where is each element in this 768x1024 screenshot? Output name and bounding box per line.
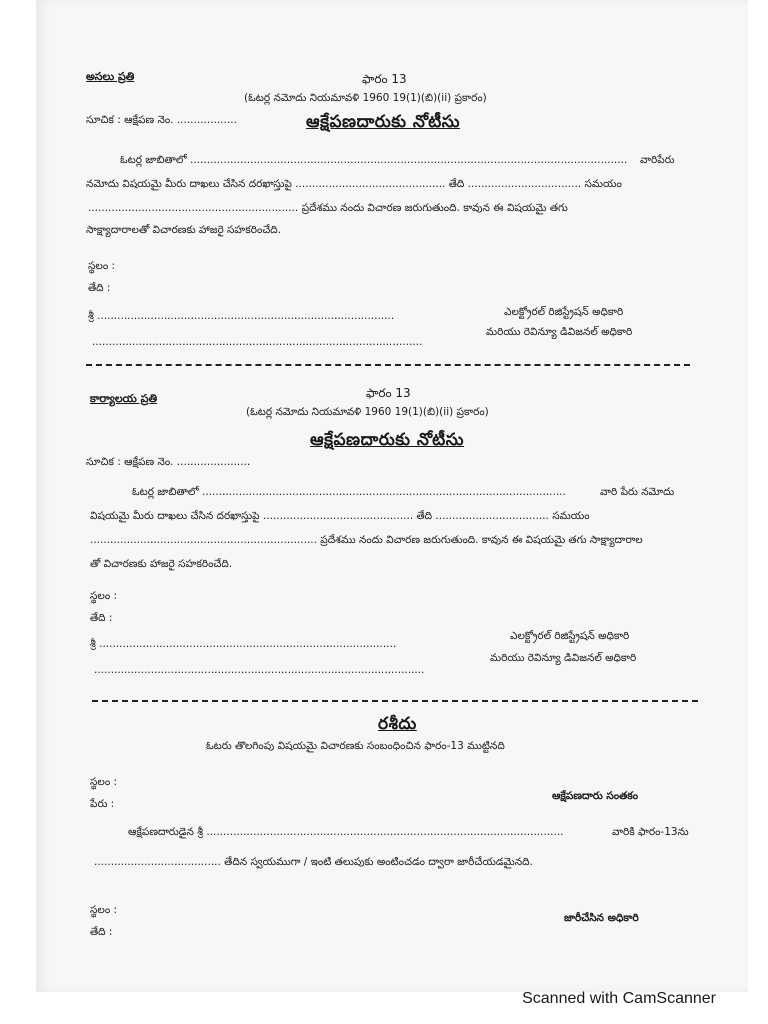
receipt-subtitle: ఓటరు తొలగింపు విషయమై విచారణకు సంబంధించిన ఫారం-13 ముట్టినది bbox=[206, 740, 505, 752]
date-label: తేది : bbox=[88, 282, 111, 294]
officer-title: ఎలక్ట్రోరల్ రిజిస్ట్రేషన్ అధికారి bbox=[510, 630, 630, 642]
objection-ref: సూచిక : ఆక్షేపణ నెం. ...................... bbox=[86, 456, 251, 468]
name-label: పేరు : bbox=[90, 798, 115, 810]
place-label: స్థలం : bbox=[88, 260, 116, 272]
date-label: తేది : bbox=[90, 926, 113, 938]
camscanner-watermark: Scanned with CamScanner bbox=[522, 990, 716, 1007]
receipt-title: రశీదు bbox=[378, 714, 417, 734]
blank-line: ................................................................................................... bbox=[92, 336, 423, 348]
notice-title: ఆక్షేపణదారుకు నోటీసు bbox=[306, 112, 461, 132]
sri-line: శ్రీ ......................................................................................... bbox=[90, 638, 397, 650]
officer-title: ఎలక్ట్రోరల్ రిజిస్ట్రేషన్ అధికారి bbox=[504, 306, 624, 318]
venue-line: .................................................................... ప్రదేశము నందు విచారణ జరుగుతుంది. కావున ఈ విషయమై తగు సాక్ష్యాదారాల bbox=[90, 534, 643, 546]
voter-list-line: ఓటర్ల జాబితాలో ................................................................................................................................... bbox=[120, 154, 628, 166]
attend-line: సాక్ష్యాదారాలతో విచారణకు హాజరై సహకరించేది. bbox=[86, 224, 282, 236]
objector-line: ఆక్షేపణదారుడైన శ్రీ ........................................................................................................... bbox=[128, 826, 564, 838]
place-label: స్థలం : bbox=[90, 776, 118, 788]
notice-title: ఆక్షేపణదారుకు నోటీసు bbox=[310, 430, 465, 450]
cut-line bbox=[86, 364, 690, 366]
original-copy-label: అసలు ప్రతి bbox=[86, 70, 135, 83]
objector-signature-label: ఆక్షేపణదారు సంతకం bbox=[552, 790, 639, 802]
attend-line: తో విచారణకు హాజరై సహకరించేది. bbox=[90, 558, 233, 570]
name-label: వారిపేరు bbox=[640, 154, 675, 166]
issuing-officer-label: జారీచేసిన అధికారి bbox=[564, 912, 639, 924]
venue-line: ............................................................... ప్రదేశము నందు విచారణ జరుగుతుంది. కావున ఈ విషయమై తగు bbox=[88, 202, 568, 214]
issued-line: ...................................... తేదిన స్వయముగా / ఇంటి తలుపుకు అంటించడం ద్వారా జారీచేయడమైనది. bbox=[94, 856, 533, 868]
application-line: విషయమై మీరు దాఖలు చేసిన దరఖాస్తుపై ............................................. తేది .................................. సమయం bbox=[90, 510, 590, 522]
rule-reference: (ఓటర్ల నమోదు నియమావళి 1960 19(1)(బి)(ii) ప్రకారం) bbox=[246, 406, 489, 418]
form-number: ఫారం 13 bbox=[366, 386, 411, 400]
place-label: స్థలం : bbox=[90, 904, 118, 916]
blank-line: ................................................................................................... bbox=[94, 664, 425, 676]
form13-to-label: వారికి ఫారం-13ను bbox=[612, 826, 689, 838]
form-number: ఫారం 13 bbox=[362, 72, 407, 86]
officer-subtitle: మరియు రెవిన్యూ డివిజనల్ అధికారి bbox=[490, 652, 637, 664]
date-label: తేది : bbox=[90, 612, 113, 624]
name-registration-label: వారి పేరు నమోదు bbox=[600, 486, 675, 498]
officer-subtitle: మరియు రెవిన్యూ డివిజనల్ అధికారి bbox=[486, 326, 633, 338]
objection-ref: సూచిక : ఆక్షేపణ నెం. .................. bbox=[86, 114, 237, 126]
rule-reference: (ఓటర్ల నమోదు నియమావళి 1960 19(1)(బి)(ii) ప్రకారం) bbox=[244, 92, 487, 104]
office-copy-label: కార్యాలయ ప్రతి bbox=[90, 392, 158, 405]
voter-list-line: ఓటర్ల జాబితాలో ............................................................................................................. bbox=[132, 486, 566, 498]
application-line: నమోదు విషయమై మీరు దాఖలు చేసిన దరఖాస్తుపై ............................................. తేది .................................. సమయం bbox=[86, 178, 622, 190]
sri-line: శ్రీ ......................................................................................... bbox=[88, 310, 395, 322]
place-label: స్థలం : bbox=[90, 590, 118, 602]
cut-line bbox=[92, 700, 698, 702]
